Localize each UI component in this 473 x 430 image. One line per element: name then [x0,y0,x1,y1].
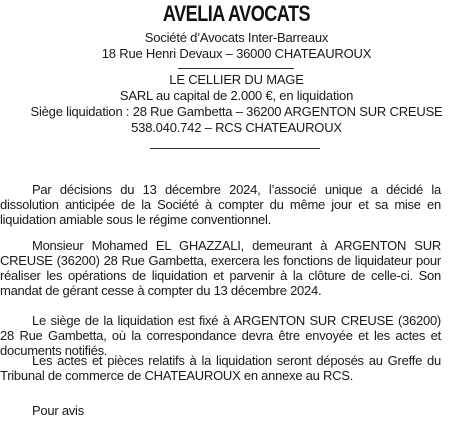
paragraph-filing [0,353,473,383]
paragraph-dissolution [0,182,473,227]
firm-info [0,30,473,62]
firm-address: 18 Rue Henri Devaux – 36000 CHATEAUROUX [101,46,372,61]
paragraph-liquidator-text: Monsieur Mohamed EL GHAZZALI, demeurant à ARGENTON SUR CREUSE (36200) 28 Rue Gambetta, exercera les fonctions de liquidateur pour réaliser les opérations de liquidation et parvenir à la clôture de celle-ci. Son mandat de gérant cesse à compter du 13 décembre 2024. [0,238,441,298]
header-divider [178,68,294,69]
company-seat: Siège liquidation : 28 Rue Gambetta – 36200 ARGENTON SUR CREUSE [30,104,443,119]
paragraph-seat-text: Le siège de la liquidation est fixé à ARGENTON SUR CREUSE (36200) 28 Rue Gambetta, où la correspondance devra être envoyée et les actes et documents notifiés. [0,313,441,358]
firm-name: AVELIA AVOCATS [162,1,311,26]
paragraph-dissolution-text: Par décisions du 13 décembre 2024, l’associé unique a décidé la dissolution anticipée de la Société à compter du même jour et sa mise en liquidation amiable sous le régime conventionnel. [0,182,441,227]
paragraph-seat [0,313,473,358]
firm-type: Société d’Avocats Inter-Barreaux [144,30,329,45]
company-info [0,72,473,136]
company-name: LE CELLIER DU MAGE [169,72,304,87]
company-registration: 538.040.742 – RCS CHATEAUROUX [131,120,342,135]
company-divider [150,148,320,149]
closing-line: Pour avis [32,403,84,418]
paragraph-liquidator [0,238,473,298]
paragraph-filing-text: Les actes et pièces relatifs à la liquidation seront déposés au Greffe du Tribunal de commerce de CHATEAUROUX en annexe au RCS. [0,353,441,383]
company-form: SARL au capital de 2.000 €, en liquidation [119,88,354,103]
